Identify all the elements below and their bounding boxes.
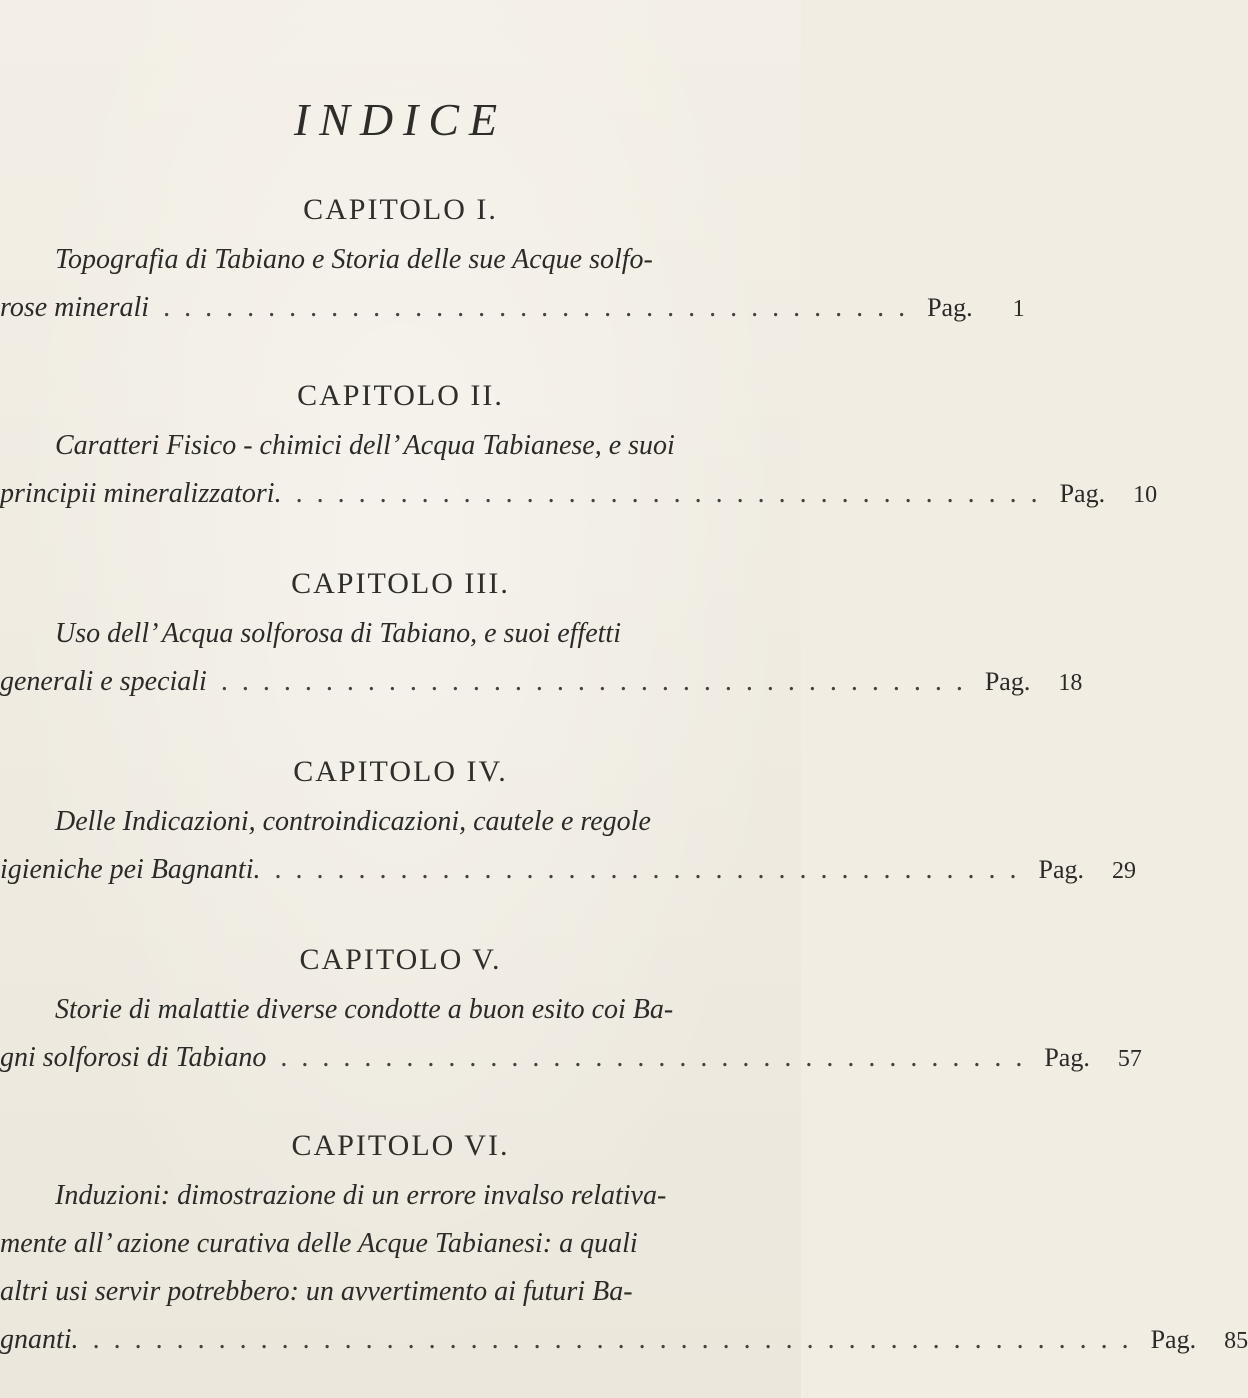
chapter-entry-6 (0, 1126, 1248, 1365)
chapter-description-line: Induzioni: dimostrazione di un errore invalso relativa- (55, 1180, 667, 1211)
chapter-entry-1 (0, 190, 1025, 333)
page-number: 57 (1117, 1046, 1142, 1072)
chapter-last-line (0, 284, 1025, 333)
leader-dots: .................................... (220, 666, 977, 697)
chapter-entry-5 (0, 940, 1142, 1083)
chapter-entry-2 (0, 376, 1158, 519)
page-number: 85 (1224, 1328, 1248, 1354)
leader-dots: .................................... (295, 478, 1052, 509)
chapter-last-line (0, 846, 1136, 895)
chapter-heading: CAPITOLO III. (291, 567, 510, 600)
page-number: 29 (1112, 858, 1136, 884)
chapter-description-line: mente all’ azione curativa delle Acque Tabianesi: a quali (0, 1228, 638, 1259)
chapter-heading: CAPITOLO II. (297, 379, 504, 412)
page-label: Pag. (1044, 1043, 1090, 1072)
chapter-description-line: Delle Indicazioni, controindicazioni, cautele e regole (55, 806, 651, 837)
chapter-description-end: rose minerali (0, 292, 150, 323)
index-title: INDICE (293, 93, 508, 145)
page-label: Pag. (1038, 855, 1084, 884)
chapter-heading: CAPITOLO IV. (293, 755, 508, 788)
chapter-description-line: Uso dell’ Acqua solforosa di Tabiano, e suoi effetti (55, 618, 621, 649)
chapter-description-line: altri usi servir potrebbero: un avvertimento ai futuri Ba- (0, 1276, 633, 1307)
page-label: Pag. (1150, 1325, 1197, 1354)
chapter-last-line (0, 658, 1083, 707)
chapter-entry-4 (0, 752, 1136, 895)
leader-dots: .................................................. (92, 1324, 1143, 1355)
chapter-last-line (0, 470, 1158, 519)
leader-dots: .................................... (280, 1042, 1037, 1073)
chapter-description-end: igieniche pei Bagnanti. (0, 854, 261, 885)
chapter-description-line: Storie di malattie diverse condotte a buon esito coi Ba- (55, 994, 674, 1025)
page-number: 18 (1058, 670, 1083, 696)
chapter-entry-3 (0, 564, 1083, 707)
chapter-last-line (0, 1034, 1142, 1083)
chapter-description-end: gni solforosi di Tabiano (0, 1042, 267, 1073)
chapter-heading: CAPITOLO VI. (291, 1129, 510, 1162)
chapter-description-end: principii mineralizzatori. (0, 478, 282, 509)
page-label: Pag. (1059, 479, 1106, 508)
page-label: Pag. (984, 667, 1031, 696)
page-label: Pag. (927, 293, 973, 322)
chapter-last-line (0, 1316, 1248, 1365)
chapter-description-line: Topografia di Tabiano e Storia delle sue Acque solfo- (55, 244, 653, 275)
chapter-description-end: gnanti. (0, 1324, 79, 1355)
page-number: 10 (1133, 482, 1158, 508)
chapter-description-line: Caratteri Fisico - chimici dell’ Acqua Tabianese, e suoi (55, 430, 675, 461)
leader-dots: .................................... (163, 292, 920, 323)
leader-dots: .................................... (274, 854, 1031, 885)
chapter-heading: CAPITOLO I. (303, 193, 498, 226)
chapter-description-end: generali e speciali (0, 666, 207, 697)
chapter-heading: CAPITOLO V. (299, 943, 502, 976)
page-number: 1 (1012, 296, 1025, 322)
